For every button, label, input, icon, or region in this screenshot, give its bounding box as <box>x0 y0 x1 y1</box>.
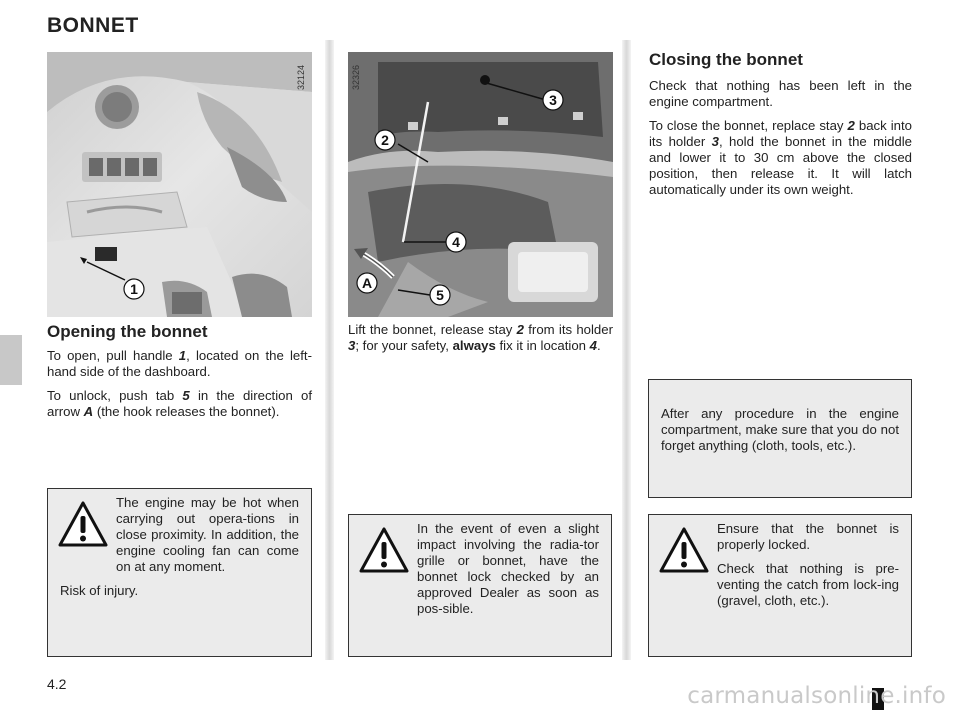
warning-locked-text: Ensure that the bonnet is properly locked. <box>717 521 899 552</box>
callout-4: 4 <box>452 234 460 250</box>
engine-bay-photo <box>348 52 613 317</box>
opening-section <box>47 322 312 428</box>
watermark: carmanualsonline.info <box>687 683 946 709</box>
warning-catch-text: Check that nothing is pre-venting the catch from lock-ing (gravel, cloth, etc.). <box>717 561 899 608</box>
callout-A: A <box>361 275 373 291</box>
callout-1: 1 <box>130 281 138 297</box>
warning-triangle-icon <box>58 501 108 547</box>
closing-section <box>649 50 912 206</box>
opening-paragraph-2: To unlock, push tab 5 in the direction of arrow A (the hook releases the bonnet). <box>47 388 312 419</box>
warning-box-hot-engine <box>47 488 312 657</box>
warning-triangle-icon <box>359 527 409 573</box>
closing-paragraph-1: Check that nothing has been left in the engine compartment. <box>649 78 912 109</box>
stay-paragraph: Lift the bonnet, release stay 2 from its holder 3; for your safety, always fix it in location 4. <box>348 322 613 353</box>
column-divider-right <box>622 40 631 660</box>
closing-paragraph-2: To close the bonnet, replace stay 2 back into its holder 3, hold the bonnet in the middle and lower it to 30 cm above the closed position, then release it. It will latch automatically under its own weight. <box>649 118 913 197</box>
warning-risk-text: Risk of injury. <box>60 583 139 598</box>
column-divider-left <box>325 40 334 660</box>
warning-box-impact <box>348 514 612 657</box>
opening-heading: Opening the bonnet <box>47 322 208 341</box>
callout-2: 2 <box>381 132 389 148</box>
opening-paragraph-1: To open, pull handle 1, located on the left-hand side of the dashboard. <box>47 348 312 379</box>
callout-3: 3 <box>549 92 557 108</box>
ref-tab-5: 5 <box>182 388 190 403</box>
figure1-code: 32124 <box>296 64 306 90</box>
page-number: 4.2 <box>47 676 67 692</box>
warning-box-locked <box>648 514 912 657</box>
stay-instructions <box>348 322 613 362</box>
section-side-tab <box>0 335 22 385</box>
ref-arrow-A: A <box>83 404 94 419</box>
dashboard-photo <box>47 52 312 317</box>
page-title: BONNET <box>47 14 139 37</box>
warning-triangle-icon <box>659 527 709 573</box>
warning-hot-engine-text: The engine may be hot when carrying out opera-tions in close proximity. In addition, the engine cooling fan can come on at any moment. <box>116 495 299 574</box>
ref-handle-1: 1 <box>178 348 187 363</box>
closing-heading: Closing the bonnet <box>649 50 803 69</box>
callout-5: 5 <box>436 287 444 303</box>
info-box: After any procedure in the engine compartment, make sure that you do not forget anything (cloth, tools, etc.). <box>648 379 912 498</box>
figure2-code: 32326 <box>351 64 361 90</box>
warning-impact-text: In the event of even a slight impact involving the radia-tor grille or bonnet, have the bonnet lock checked by an approved Dealer as soon as pos-sible. <box>417 521 599 616</box>
